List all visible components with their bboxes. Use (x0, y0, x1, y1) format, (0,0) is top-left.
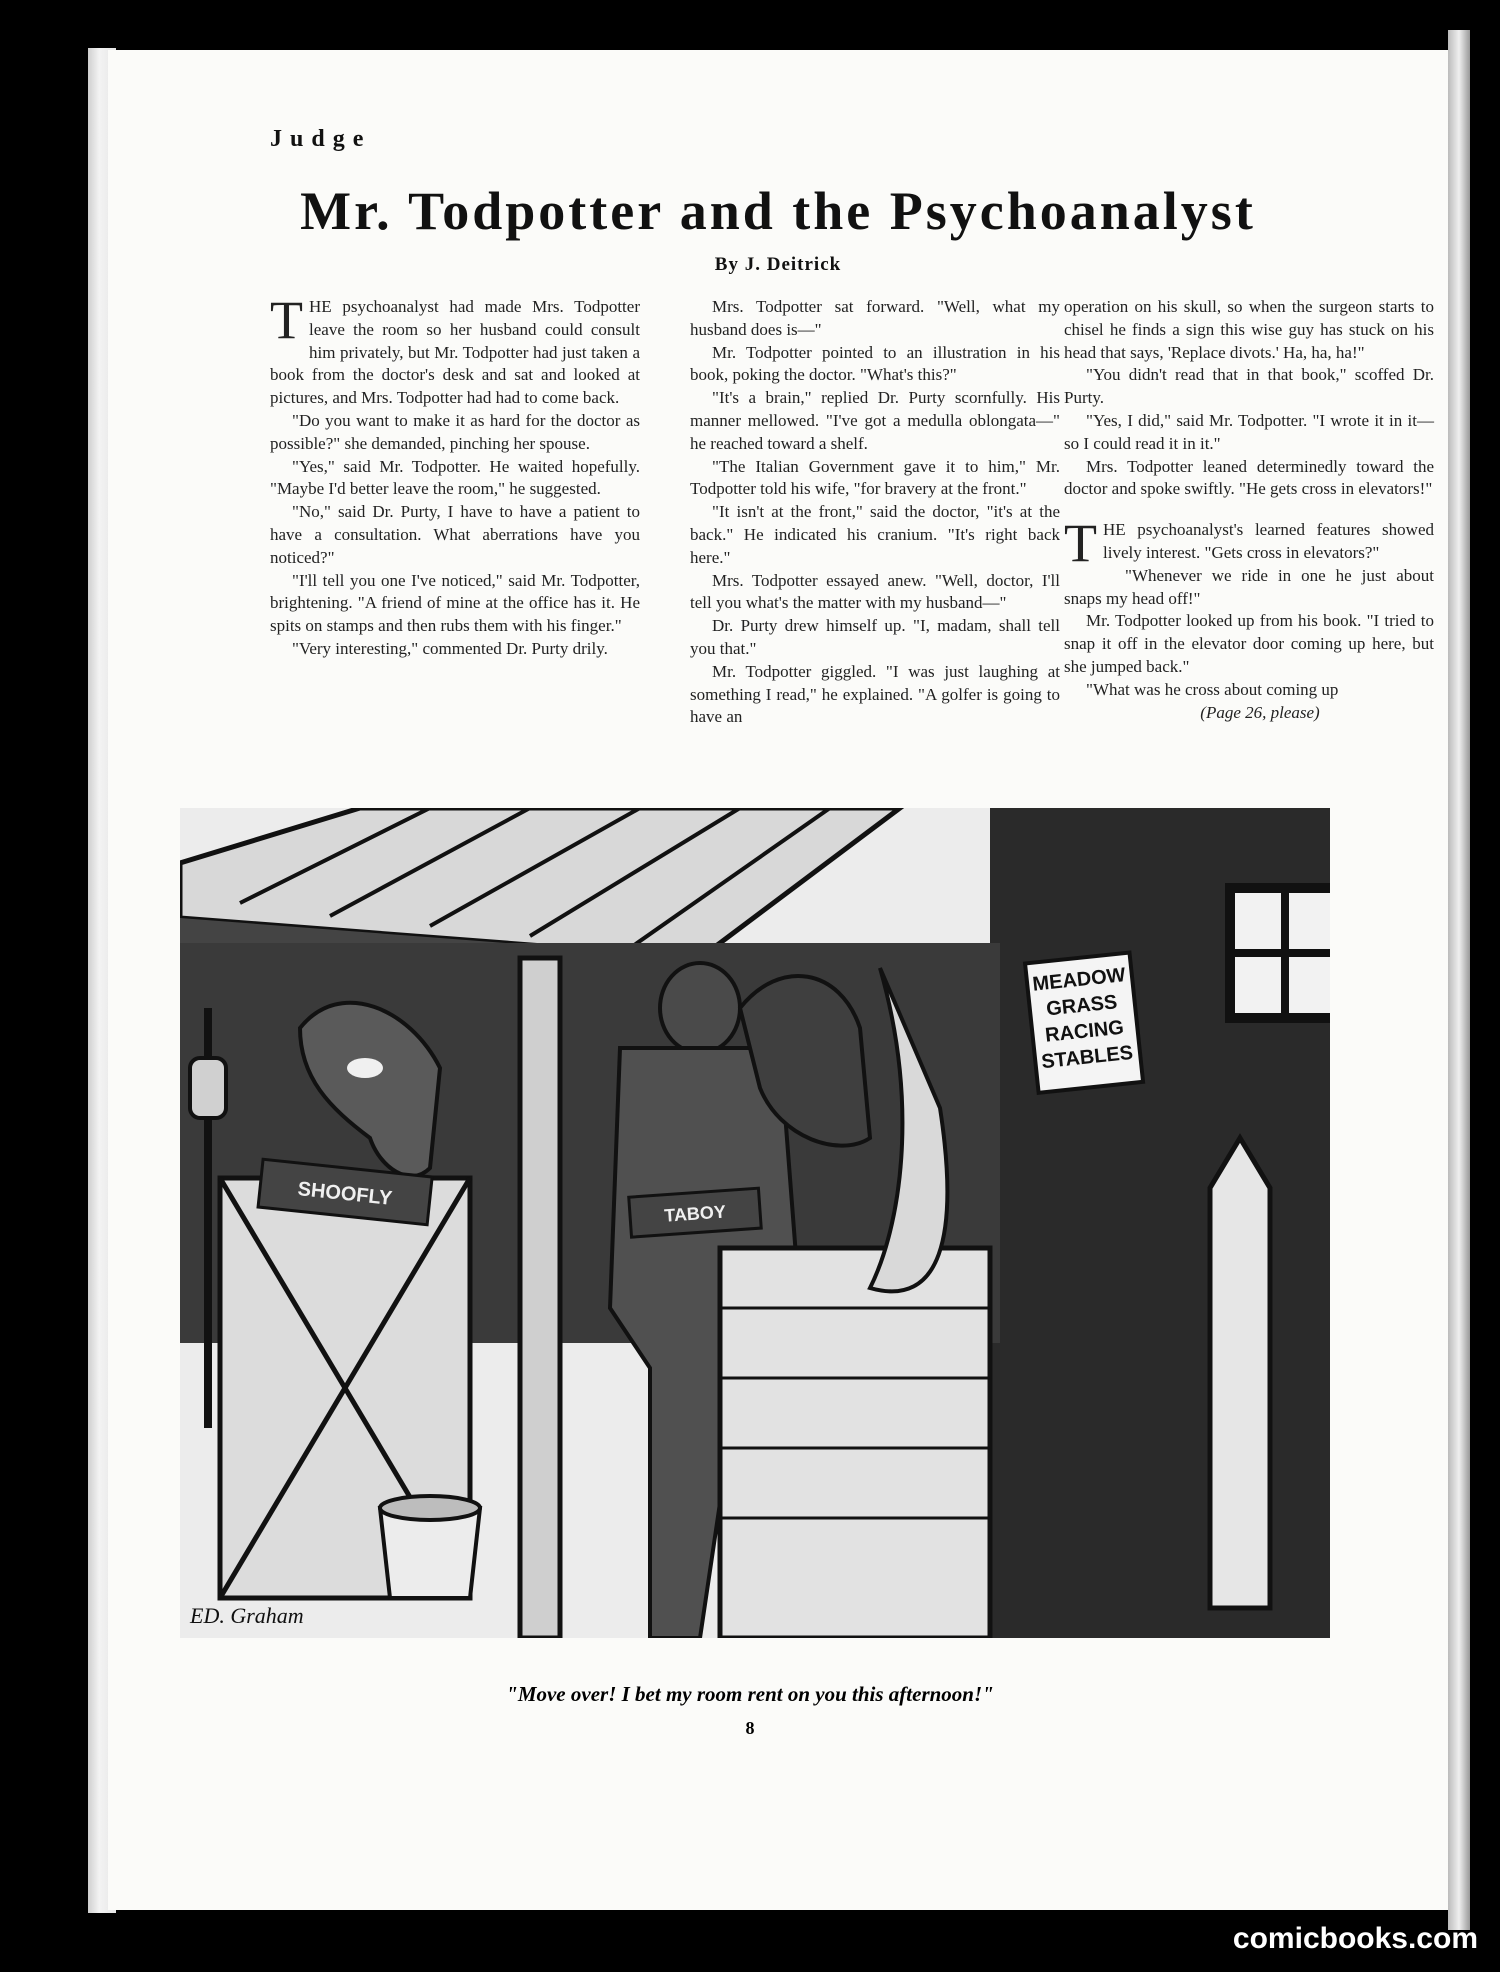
bucket (380, 1496, 480, 1598)
artist-signature: ED. Graham (190, 1603, 304, 1628)
paragraph: "Do you want to make it as hard for the doctor as possible?" she demanded, pinching her spouse. (270, 410, 640, 453)
stall-plate-right (629, 1188, 761, 1237)
running-head: Judge (270, 126, 372, 152)
paragraph: "It isn't at the front," said the doctor, "it's at the back." He indicated his cranium. "It's right back here." (690, 502, 1060, 567)
paragraph: operation on his skull, so when the surgeon starts to chisel he finds a sign this wise guy has stuck on his head that says, 'Replace divots.' Ha, ha, ha!" (1064, 297, 1434, 362)
byline: By J. Deitrick (714, 254, 842, 275)
text-column-2 (690, 296, 1060, 729)
text-column-3 (1064, 296, 1434, 724)
cartoon-illustration (180, 808, 1330, 1638)
paragraph: Mrs. Todpotter leaned determinedly toward the doctor and spoke swiftly. "He gets cross in elevators!" (1064, 456, 1434, 499)
cartoon-caption: "Move over! I bet my room rent on you this afternoon!" (506, 1682, 994, 1706)
paragraph: "It's a brain," replied Dr. Purty scornfully. His manner mellowed. "I've got a medulla oblongata—" he reached toward a shelf. (690, 388, 1060, 453)
paragraph: "What was he cross about coming up (1086, 679, 1339, 699)
paragraph: Mr. Todpotter pointed to an illustration in his book, poking the doctor. "What's this?" (690, 342, 1060, 385)
svg-text:RACING: RACING (1044, 1016, 1125, 1047)
svg-text:SHOOFLY: SHOOFLY (296, 1178, 394, 1210)
watermark: comicbooks.com (1232, 1922, 1478, 1955)
stable-sign (1025, 953, 1143, 1093)
paragraph: Mrs. Todpotter sat forward. "Well, what my husband does is—" (690, 297, 1060, 339)
paragraph: "Very interesting," commented Dr. Purty drily. (292, 638, 608, 658)
svg-text:GRASS: GRASS (1045, 991, 1119, 1021)
text-column-1 (270, 290, 640, 661)
svg-text:TABOY: TABOY (663, 1201, 727, 1226)
paragraph: "I'll tell you one I've noticed," said Mr. Todpotter, brightening. "A friend of mine at the office has it. He spits on stamps and then rubs them with his finger." (270, 570, 640, 636)
paragraph: "You didn't read that in that book," scoffed Dr. Purty. (1064, 365, 1434, 408)
article-title: Mr. Todpotter and the Psychoanalyst (300, 181, 1256, 241)
page-number: 8 (745, 1718, 755, 1738)
paragraph: Mr. Todpotter looked up from his book. "I tried to snap it off in the elevator door coming up here, but she jumped back." (1064, 611, 1434, 676)
paragraph: Mrs. Todpotter essayed anew. "Well, doctor, I'll tell you what's the matter with my husband—" (690, 570, 1060, 613)
paragraph: THE psychoanalyst had made Mrs. Todpotter leave the room so her husband could consult him privately, but Mr. Todpotter had just taken a book from the doctor's desk and sat and looked at pictures, and Mrs. Todpotter had had to come back. (270, 290, 640, 408)
paragraph: "Yes, I did," said Mr. Todpotter. "I wrote it in it—so I could read it in it." (1064, 410, 1434, 453)
stable-scene-drawing (180, 808, 1330, 1638)
svg-text:STABLES: STABLES (1040, 1041, 1135, 1074)
paragraph: Dr. Purty drew himself up. "I, madam, shall tell you that." (690, 616, 1060, 658)
page-edge-right (1448, 30, 1470, 1930)
paragraph: "Whenever we ride in one he just about snaps my head off!" (1064, 565, 1434, 608)
stall-post (520, 958, 560, 1638)
barn-door (1210, 1138, 1270, 1608)
paragraph: "No," said Dr. Purty, I have to have a patient to have a consultation. What aberrations have you noticed?" (270, 502, 640, 567)
continued-note: (Page 26, please) (1200, 702, 1320, 722)
paragraph: "Yes," said Mr. Todpotter. He waited hopefully. "Maybe I'd better leave the room," he suggested. (270, 456, 640, 499)
paragraph: "The Italian Government gave it to him," Mr. Todpotter told his wife, "for bravery at the front." (690, 456, 1060, 499)
paragraph: THE psychoanalyst's learned features showed lively interest. "Gets cross in elevators?" (1064, 513, 1434, 574)
svg-text:MEADOW: MEADOW (1031, 964, 1127, 996)
paragraph: Mr. Todpotter giggled. "I was just laughing at something I read," he explained. "A golfer is going to have an (690, 661, 1060, 727)
